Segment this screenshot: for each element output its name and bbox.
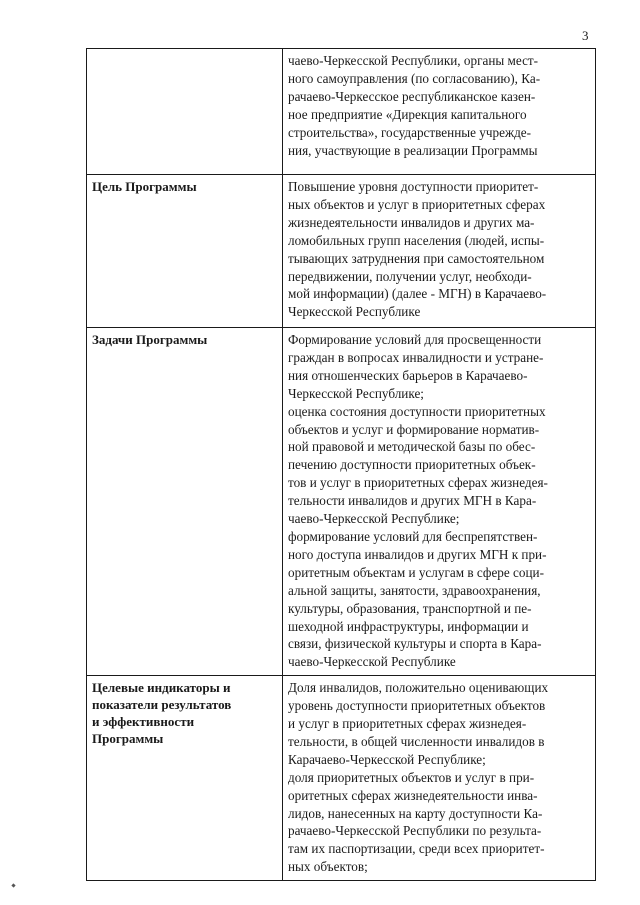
content-line: уровень доступности приоритетных объектов — [288, 698, 546, 714]
content-line: ния отношенческих барьеров в Карачаево- — [288, 367, 528, 383]
content-line: там их паспортизации, среди всех приоритет- — [288, 841, 545, 857]
program-passport-table — [86, 48, 596, 881]
row-label-goal: Цель Программы — [87, 175, 283, 328]
row-content-indicators — [283, 676, 596, 881]
content-line: рачаево-Черкесской Республики по результа- — [288, 823, 542, 839]
content-line: Карачаево-Черкесской Республике; — [288, 751, 486, 767]
content-line: чаево-Черкесской Республики, органы мест- — [288, 53, 539, 68]
content-line: Черкесской Республике — [288, 304, 421, 320]
row-label-indicators — [87, 676, 283, 881]
content-line: ния, участвующие в реализации Программы — [288, 142, 538, 158]
row-content-tasks — [283, 328, 596, 676]
content-line: Доля инвалидов, положительно оценивающих — [288, 680, 549, 696]
content-line: жизнедеятельности инвалидов и других ма- — [288, 214, 535, 230]
content-line: ной правовой и методической базы по обес- — [288, 439, 536, 455]
content-line: культуры, образования, транспортной и пе- — [288, 600, 532, 616]
table-row — [87, 175, 596, 328]
content-line: и услуг в приоритетных сферах жизнедея- — [288, 716, 527, 732]
content-line: альной защиты, занятости, здравоохранения, — [288, 582, 541, 598]
table-row — [87, 676, 596, 881]
content-line: формирование условий для беспрепятствен- — [288, 528, 538, 544]
content-line: связи, физической культуры и спорта в Кара- — [288, 636, 542, 652]
table-row — [87, 328, 596, 676]
label-line: показатели результатов — [92, 697, 232, 713]
row-label-tasks: Задачи Программы — [87, 328, 283, 676]
content-line: тов и услуг в приоритетных сферах жизнедея- — [288, 475, 548, 491]
content-line: мой информации) (далее - МГН) в Карачаево- — [288, 286, 547, 302]
row-content-participants — [283, 49, 596, 175]
content-line: строительства», государственные учрежде- — [288, 124, 532, 140]
table-row — [87, 49, 596, 175]
row-label-continuation — [87, 49, 283, 175]
content-line: ное предприятие «Дирекция капитального — [288, 106, 527, 122]
content-line: Повышение уровня доступности приоритет- — [288, 179, 539, 194]
content-line: ного доступа инвалидов и других МГН к при- — [288, 546, 547, 562]
content-line: ного самоуправления (по согласованию), Ка- — [288, 70, 541, 86]
content-line: тельности инвалидов и других МГН в Кара- — [288, 493, 537, 509]
content-line: ломобильных групп населения (людей, испы- — [288, 232, 545, 248]
content-line: оценка состояния доступности приоритетных — [288, 403, 546, 419]
page-number: 3 — [582, 28, 589, 43]
content-line: тельности, в общей численности инвалидов в — [288, 733, 545, 749]
content-line: Черкесской Республике; — [288, 385, 424, 401]
content-line: оритетным объектам и услугам в сфере соци- — [288, 564, 544, 580]
scan-artifact-mark — [11, 883, 15, 887]
content-line: чаево-Черкесской Республике; — [288, 511, 460, 527]
content-line: граждан в вопросах инвалидности и устране- — [288, 349, 544, 365]
content-line: чаево-Черкесской Республике — [288, 654, 456, 670]
content-line: шеходной инфраструктуры, информации и — [288, 618, 529, 634]
content-line: рачаево-Черкесское республиканское казен- — [288, 88, 536, 104]
content-line: оритетных сферах жизнедеятельности инва- — [288, 787, 538, 803]
content-line: тывающих затруднения при самостоятельном — [288, 250, 545, 266]
content-line: ных объектов и услуг в приоритетных сферах — [288, 196, 546, 212]
content-line: печению доступности приоритетных объек- — [288, 457, 536, 473]
content-line: передвижении, получении услуг, необходи- — [288, 268, 532, 284]
row-content-goal — [283, 175, 596, 328]
content-line: лидов, нанесенных на карту доступности Ка- — [288, 805, 543, 821]
label-line: Целевые индикаторы и — [92, 680, 231, 696]
content-line: доля приоритетных объектов и услуг в при- — [288, 769, 535, 785]
content-line: ных объектов; — [288, 859, 368, 875]
label-line: и эффективности — [92, 714, 195, 730]
label-line: Программы — [92, 731, 164, 747]
content-line: Формирование условий для просвещенности — [288, 332, 542, 347]
content-line: объектов и услуг и формирование норматив- — [288, 421, 540, 437]
